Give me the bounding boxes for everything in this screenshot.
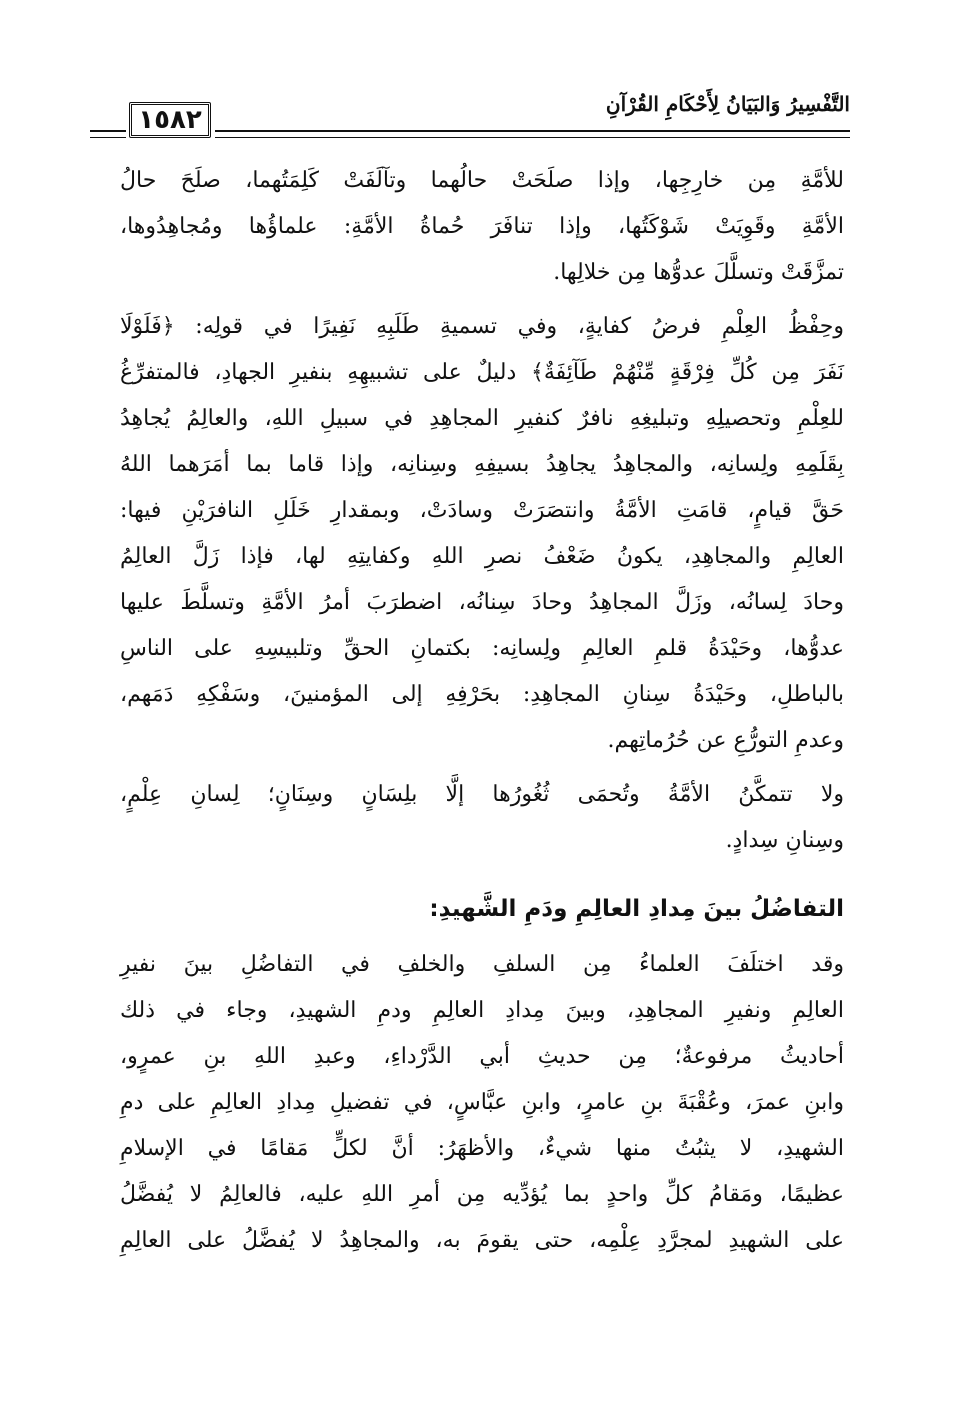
paragraph-1 — [120, 158, 844, 296]
text-line: وسِنانِ سِدادٍ. — [725, 828, 844, 853]
page-header — [90, 92, 850, 152]
text-line: وقد اختلَفَ العلماءُ مِن السلفِ والخلفِ في التفاضُلِ بينَ نفيرِ — [120, 952, 844, 977]
text-line: نَفَرَ مِن كُلِّ فِرْقَةٍ مِّنْهُمْ طَآئِفَةٌ﴾ دليلٌ على تشبيهِهِ بنفيرِ الجهادِ، فالمتفرِّغُ — [120, 360, 844, 385]
text-line: تمزَّقَتْ وتسلَّلَ عدوُّها مِن خلالِها. — [553, 260, 844, 285]
text-line: وحادَ لِسانُه، وزَلَّ المجاهِدُ وحادَ سِنانُه، اضطرَبَ أمرُ الأمَّةِ وتسلَّطَ عليها — [120, 590, 844, 615]
text-line: بِقَلَمِهِ ولِسانِه، والمجاهِدُ يجاهِدُ بسيفِهِ وسِنانِه، وإذا قاما بما أمَرَهما اللهُ — [120, 452, 844, 477]
text-line: للعِلْمِ وتحصيلِهِ وتبليغِهِ نافرٌ كنفيرِ المجاهِدِ في سبيلِ اللهِ، والعالِمُ يُجاهِدُ — [120, 406, 844, 431]
text-line: على الشهيدِ لمجرَّدِ عِلْمِه، حتى يقومَ به، والمجاهِدُ لا يُفضَّلُ على العالِمِ — [120, 1228, 844, 1253]
text-line: بالباطلِ، وحَيْدَةُ سِنانِ المجاهِدِ: بحَرْفِهِ إلى المؤمنينَ، وسَفْكِهِ دَمَهم، — [120, 682, 844, 707]
text-line: للأمَّةِ مِن خارِجِها، وإذا صلَحَتْ حالُهما وتآلَفَتْ كَلِمَتُهما، صلَحَ حالُ — [120, 168, 844, 193]
header-rule-left — [90, 130, 126, 138]
text-line: عدوُّها، وحَيْدَةُ قلمِ العالِمِ ولِسانِه: بكتمانِ الحقِّ وتلبيسِهِ على الناسِ — [120, 636, 844, 661]
paragraph-2 — [120, 304, 844, 764]
running-title: التَّفْسِيرُ وَالبَيَانُ لِأَحْكَامِ القُرْآنِ — [605, 92, 850, 116]
text-line: وابنِ عمرَ، وعُقْبَةَ بنِ عامرٍ، وابنِ عبَّاسٍ، في تفضيلِ مِدادِ العالِمِ على دمِ — [120, 1090, 844, 1115]
text-line: العالِمِ والمجاهِدِ، يكونُ ضَعْفُ نصرِ اللهِ وكفايتِهِ لها، فإذا زَلَّ العالِمُ — [120, 544, 844, 569]
text-line: ولا تتمكَّنُ الأمَّةُ وتُحمَى ثُغُورُها إلَّا بلِسَانٍ وسِنَانٍ؛ لِسانِ عِلْمٍ، — [120, 782, 844, 807]
text-line: عظيمًا، ومَقامُ كلِّ واحدٍ بما يُؤدِّيه مِن أمرِ اللهِ عليه، فالعالِمُ لا يُفضَّلُ — [120, 1182, 844, 1207]
text-line: العالِمِ ونفيرِ المجاهِدِ، وبينَ مِدادِ العالِمِ ودمِ الشهيدِ، وجاء في ذلك — [120, 998, 844, 1023]
text-line: حَقَّ قيامٍ، قامَتِ الأمَّةُ وانتصَرَتْ وسادَتْ، وبمقدارِ خَلَلِ النافرَيْنِ فيها: — [120, 498, 844, 523]
text-line: الشهيدِ، لا يثبُتُ منها شيءٌ، والأظهَرُ: أنَّ لكلٍّ مَقامًا في الإسلامِ — [120, 1136, 844, 1161]
text-line: الأمَّةِ وقَوِيَتْ شَوْكَتُها، وإذا تنافَرَ حُماةُ الأمَّةِ: علماؤُها ومُجاهِدُوها، — [120, 214, 844, 239]
section-heading: التفاضُلُ بينَ مِدادِ العالِمِ ودَمِ الشَّهيدِ: — [429, 896, 844, 922]
text-line: وحِفْظُ العِلْمِ فرضُ كفايةٍ، وفي تسميةِ طَلَبِهِ نَفِيرًا في قولِه: ﴿فَلَوْلَا — [120, 314, 844, 339]
text-line: وعدمِ التورُّعِ عن حُرُماتِهم. — [607, 728, 844, 753]
paragraph-4 — [120, 942, 844, 1264]
page-body — [120, 158, 844, 1264]
header-rule — [215, 130, 850, 138]
text-line: أحاديثُ مرفوعةٌ؛ مِن حديثِ أبي الدَّرْداءِ، وعبدِ اللهِ بنِ عمرٍو، — [120, 1044, 844, 1069]
paragraph-3 — [120, 772, 844, 864]
page-number: ١٥٨٢ — [129, 102, 211, 138]
